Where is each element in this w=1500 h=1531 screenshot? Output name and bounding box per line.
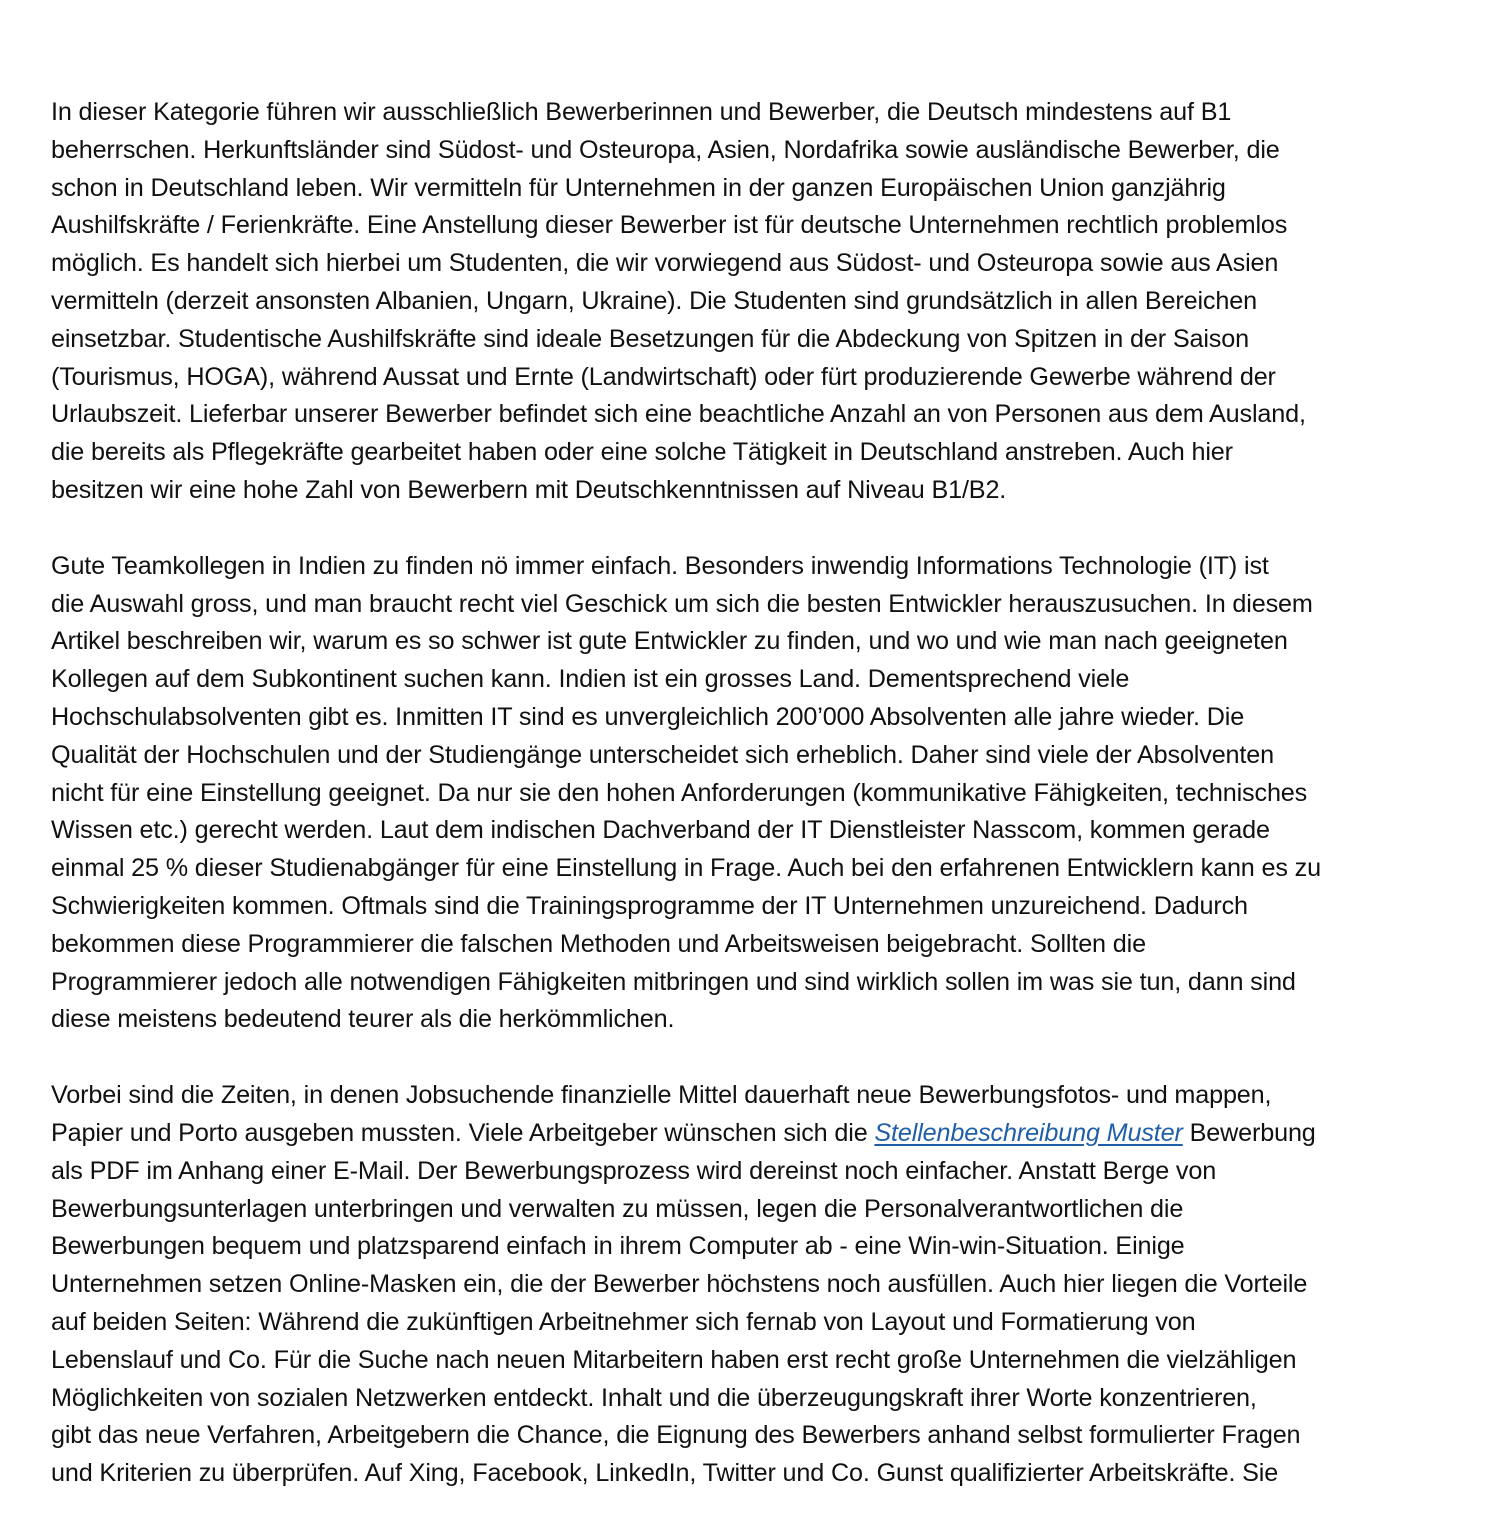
text-line: Bewerbungsunterlagen unterbringen und verwalten zu müssen, legen die Personalverantwortlichen die	[51, 1194, 1184, 1223]
text-line: Aushilfskräfte / Ferienkräfte. Eine Anstellung dieser Bewerber ist für deutsche Unternehmen rechtlich problemlos	[51, 211, 1288, 240]
text-line: Schwierigkeiten kommen. Oftmals sind die Trainingsprogramme der IT Unternehmen unzureichend. Dadurch	[51, 891, 1248, 920]
text-segment: Bewerbung	[1182, 1118, 1316, 1147]
paragraph-online-applications	[51, 1077, 1471, 1493]
paragraph-applicants	[51, 94, 1471, 510]
text-line: Artikel beschreiben wir, warum es so schwer ist gute Entwickler zu finden, und wo und wie man nach geeigneten	[51, 627, 1288, 656]
text-line: möglich. Es handelt sich hierbei um Studenten, die wir vorwiegend aus Südost- und Osteuropa sowie aus Asien	[51, 249, 1279, 278]
text-line: und Kriterien zu überprüfen. Auf Xing, Facebook, LinkedIn, Twitter und Co. Gunst qualifizierter Arbeitskräfte. Sie	[51, 1459, 1279, 1488]
document-page	[51, 94, 1471, 1531]
text-line: vermitteln (derzeit ansonsten Albanien, Ungarn, Ukraine). Die Studenten sind grundsätzlich in allen Bereichen	[51, 286, 1257, 315]
text-line: einsetzbar. Studentische Aushilfskräfte sind ideale Besetzungen für die Abdeckung von Spitzen in der Saison	[51, 324, 1249, 353]
text-line: die bereits als Pflegekräfte gearbeitet haben oder eine solche Tätigkeit in Deutschland anstreben. Auch hier	[51, 438, 1233, 467]
text-line: Hochschulabsolventen gibt es. Inmitten IT sind es unvergleichlich 200’000 Absolventen alle jahre wieder. Die	[51, 702, 1245, 731]
text-line: Bewerbungen bequem und platzsparend einfach in ihrem Computer ab - eine Win-win-Situation. Einige	[51, 1232, 1185, 1261]
text-line: einmal 25 % dieser Studienabgänger für eine Einstellung in Frage. Auch bei den erfahrenen Entwicklern kann es zu	[51, 854, 1321, 883]
text-line: Programmierer jedoch alle notwendigen Fähigkeiten mitbringen und sind wirklich sollen im was sie tun, dann sind	[51, 967, 1296, 996]
text-line: Urlaubszeit. Lieferbar unserer Bewerber befindet sich eine beachtliche Anzahl an von Personen aus dem Ausland,	[51, 400, 1306, 429]
text-line: diese meistens bedeutend teurer als die herkömmlichen.	[51, 1005, 675, 1034]
text-line: Unternehmen setzen Online-Masken ein, die der Bewerber höchstens noch ausfüllen. Auch hier liegen die Vorteile	[51, 1270, 1308, 1299]
text-line: Gute Teamkollegen in Indien zu finden nö immer einfach. Besonders inwendig Informations Technologie (IT) ist	[51, 551, 1269, 580]
text-line: die Auswahl gross, und man braucht recht viel Geschick um sich die besten Entwickler herauszusuchen. In diesem	[51, 589, 1313, 618]
text-line: schon in Deutschland leben. Wir vermitteln für Unternehmen in der ganzen Europäischen Union ganzjährig	[51, 173, 1226, 202]
text-line: Qualität der Hochschulen und der Studiengänge unterscheidet sich erheblich. Daher sind viele der Absolventen	[51, 740, 1274, 769]
text-line: Lebenslauf und Co. Für die Suche nach neuen Mitarbeitern haben erst recht große Unternehmen die vielzähligen	[51, 1345, 1297, 1374]
text-line: Kollegen auf dem Subkontinent suchen kann. Indien ist ein grosses Land. Dementsprechend viele	[51, 665, 1130, 694]
text-line: bekommen diese Programmierer die falschen Methoden und Arbeitsweisen beigebracht. Sollten die	[51, 929, 1146, 958]
text-line: Möglichkeiten von sozialen Netzwerken entdeckt. Inhalt und die überzeugungskraft ihrer Worte konzentrieren,	[51, 1383, 1257, 1412]
text-line: nicht für eine Einstellung geeignet. Da nur sie den hohen Anforderungen (kommunikative Fähigkeiten, technisches	[51, 778, 1308, 807]
text-line: Wissen etc.) gerecht werden. Laut dem indischen Dachverband der IT Dienstleister Nasscom, kommen gerade	[51, 816, 1270, 845]
text-line: auf beiden Seiten: Während die zukünftigen Arbeitnehmer sich fernab von Layout und Formatierung von	[51, 1307, 1196, 1336]
text-line: (Tourismus, HOGA), während Aussat und Ernte (Landwirtschaft) oder fürt produzierende Gewerbe während der	[51, 362, 1276, 391]
text-line: besitzen wir eine hohe Zahl von Bewerbern mit Deutschkenntnissen auf Niveau B1/B2.	[51, 475, 1007, 504]
paragraph-india-it	[51, 548, 1471, 1039]
text-line: Vorbei sind die Zeiten, in denen Jobsuchende finanzielle Mittel dauerhaft neue Bewerbungsfotos- und mappen,	[51, 1081, 1272, 1110]
text-line: beherrschen. Herkunftsländer sind Südost- und Osteuropa, Asien, Nordafrika sowie ausländische Bewerber, die	[51, 135, 1280, 164]
text-line: als PDF im Anhang einer E-Mail. Der Bewerbungsprozess wird dereinst noch einfacher. Anstatt Berge von	[51, 1156, 1217, 1185]
text-line: In dieser Kategorie führen wir ausschließlich Bewerberinnen und Bewerber, die Deutsch mindestens auf B1	[51, 98, 1232, 126]
stellenbeschreibung-muster-link[interactable]: Stellenbeschreibung Muster	[874, 1118, 1183, 1147]
text-line: gibt das neue Verfahren, Arbeitgebern die Chance, die Eignung des Bewerbers anhand selbst formulierter Fragen	[51, 1421, 1301, 1450]
text-line-with-link	[51, 1115, 1471, 1153]
text-segment: Papier und Porto ausgeben mussten. Viele Arbeitgeber wünschen sich die	[51, 1118, 875, 1147]
